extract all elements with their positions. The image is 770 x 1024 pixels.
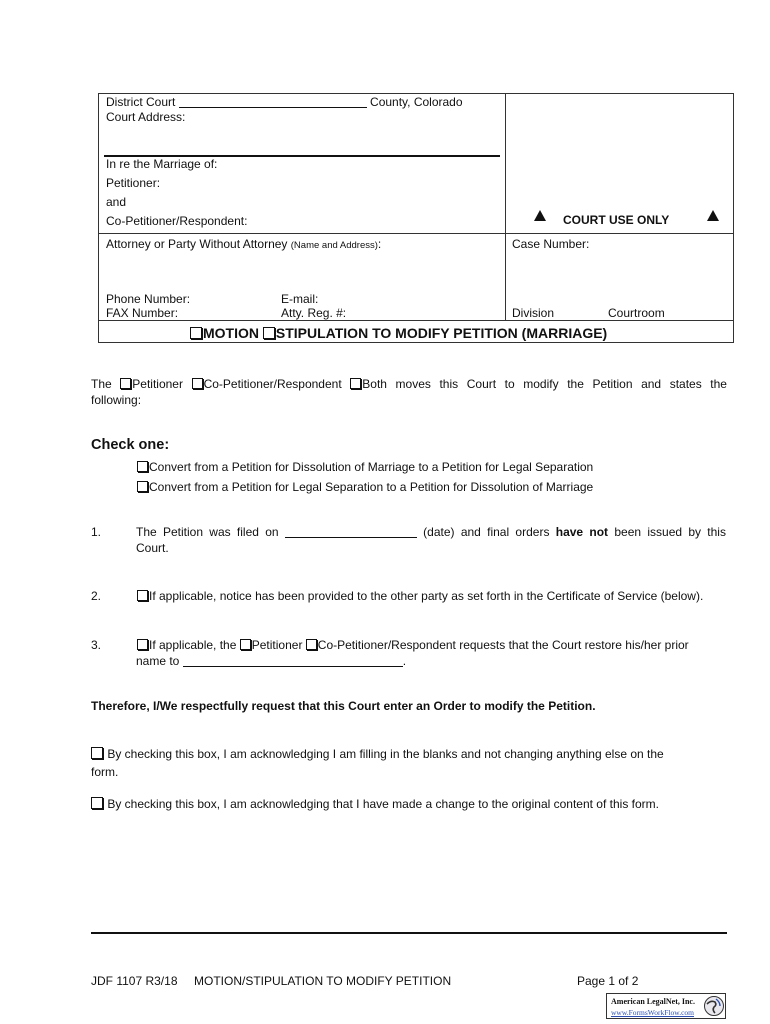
- intro-the: The: [91, 377, 112, 391]
- item-3-text-b: Co-Petitioner/Respondent requests that the Court restore his/her prior: [317, 638, 689, 652]
- option-separation-to-dissolution: [137, 480, 593, 494]
- item-1-line: [136, 525, 726, 539]
- court-line: [106, 95, 463, 109]
- up-triangle-icon: [707, 210, 719, 221]
- ack-changed-text: By checking this box, I am acknowledging that I have made a change to the original content of this form.: [107, 797, 659, 811]
- intro-following: following:: [91, 393, 142, 407]
- form-title: [190, 325, 607, 341]
- item-1-text-b: (date) and final orders: [423, 525, 550, 539]
- ack-no-change: [91, 747, 664, 761]
- ack-changed-checkbox[interactable]: [91, 797, 103, 809]
- item-3-text-a: If applicable, the: [149, 638, 237, 652]
- footer-page: Page 1 of 2: [577, 974, 639, 988]
- item-3-period: .: [402, 654, 407, 668]
- co-petitioner-checkbox[interactable]: [192, 378, 203, 389]
- attorney-label: Attorney or Party Without Attorney: [106, 237, 288, 251]
- county-label: County, Colorado: [370, 95, 463, 109]
- court-label: District Court: [106, 95, 176, 109]
- item-3-name-line: [136, 654, 406, 668]
- item-2-number: 2.: [91, 589, 102, 603]
- item-1-text-c: been issued by this: [614, 525, 726, 539]
- item-3-petitioner: Petitioner: [251, 638, 303, 652]
- item-1-bold: have not: [555, 525, 609, 539]
- filed-date-blank[interactable]: [285, 526, 417, 538]
- option-1-checkbox[interactable]: [137, 461, 148, 472]
- check-one-heading: Check one:: [91, 437, 170, 453]
- option-2-label: Convert from a Petition for Legal Separation to a Petition for Dissolution of Marriage: [149, 480, 594, 494]
- caption-rule-1: [98, 233, 734, 234]
- intro-line: [91, 377, 727, 391]
- motion-checkbox[interactable]: [190, 327, 202, 339]
- title-stipulation: STIPULATION TO MODIFY PETITION (MARRIAGE): [275, 325, 608, 341]
- option-1-label: Convert from a Petition for Dissolution of Marriage to a Petition for Legal Separation: [149, 460, 594, 474]
- notice-checkbox[interactable]: [137, 590, 148, 601]
- email-label: E-mail:: [281, 292, 319, 306]
- ack-changed: [91, 797, 659, 811]
- attorney-colon: :: [377, 237, 382, 251]
- intro-both: Both moves this Court to modify the Petition and states the: [362, 377, 727, 391]
- county-blank[interactable]: [179, 96, 367, 108]
- fax-label: FAX Number:: [106, 306, 179, 320]
- and-label: and: [106, 195, 127, 209]
- option-2-checkbox[interactable]: [137, 481, 148, 492]
- court-use-only: COURT USE ONLY: [563, 213, 670, 227]
- case-number-label: Case Number:: [512, 237, 590, 251]
- phone-label: Phone Number:: [106, 292, 191, 306]
- item-3-line: [137, 638, 689, 652]
- vendor-badge: [606, 993, 726, 1019]
- both-checkbox[interactable]: [350, 378, 361, 389]
- attorney-label-line: [106, 237, 381, 251]
- footer-form-id: JDF 1107 R3/18: [91, 974, 178, 988]
- footer-rule: [91, 932, 727, 934]
- petitioner-label: Petitioner:: [106, 176, 161, 190]
- option-dissolution-to-separation: [137, 460, 593, 474]
- title-motion: MOTION: [203, 325, 259, 341]
- ack-no-change-form: form.: [91, 765, 119, 779]
- restore-petitioner-checkbox[interactable]: [240, 639, 251, 650]
- up-triangle-icon: [534, 210, 546, 221]
- item-3-text-c: name to: [136, 654, 180, 668]
- item-1-court: Court.: [136, 541, 169, 555]
- petitioner-checkbox[interactable]: [120, 378, 131, 389]
- co-petitioner-label: Co-Petitioner/Respondent:: [106, 214, 248, 228]
- restore-name-checkbox[interactable]: [137, 639, 148, 650]
- caption-rule-2: [98, 320, 734, 321]
- prior-name-blank[interactable]: [183, 655, 403, 667]
- vendor-name: American LegalNet, Inc.: [611, 997, 695, 1006]
- intro-co-petitioner: Co-Petitioner/Respondent: [203, 377, 342, 391]
- stipulation-checkbox[interactable]: [263, 327, 275, 339]
- therefore-request: Therefore, I/We respectfully request that this Court enter an Order to modify the Petition.: [91, 699, 596, 713]
- item-2-text: If applicable, notice has been provided to the other party as set forth in the Certificate of Service (below).: [149, 589, 704, 603]
- item-2-line: [137, 589, 703, 603]
- footer-form-title: MOTION/STIPULATION TO MODIFY PETITION: [194, 974, 452, 988]
- item-1-number: 1.: [91, 525, 102, 539]
- in-re-label: In re the Marriage of:: [106, 157, 218, 171]
- item-1-text-a: The Petition was filed on: [136, 525, 279, 539]
- division-label: Division: [512, 306, 555, 320]
- restore-co-petitioner-checkbox[interactable]: [306, 639, 317, 650]
- ack-no-change-text: By checking this box, I am acknowledging I am filling in the blanks and not changing anything else on the: [107, 747, 664, 761]
- ack-no-change-checkbox[interactable]: [91, 747, 103, 759]
- vendor-url[interactable]: www.FormsWorkFlow.com: [611, 1008, 695, 1017]
- atty-reg-label: Atty. Reg. #:: [281, 306, 347, 320]
- court-address-label: Court Address:: [106, 110, 186, 124]
- intro-petitioner: Petitioner: [132, 377, 183, 391]
- attorney-note: (Name and Address): [290, 240, 378, 251]
- caption-divider: [505, 93, 506, 321]
- item-3-number: 3.: [91, 638, 102, 652]
- courtroom-label: Courtroom: [608, 306, 665, 320]
- globe-logo-icon: [703, 995, 725, 1017]
